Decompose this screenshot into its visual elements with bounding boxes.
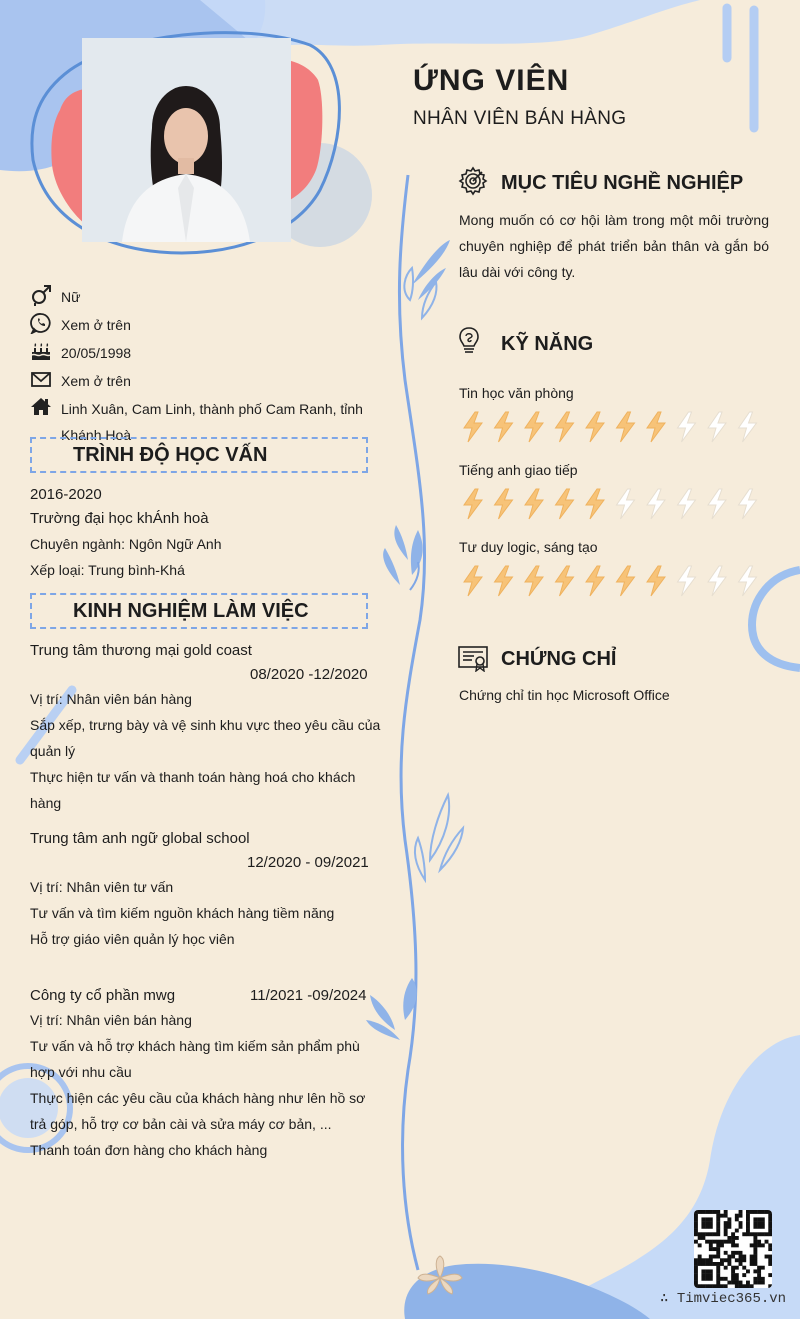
email-value: Xem ở trên [61, 373, 131, 389]
skill-bolt-filled [495, 489, 513, 519]
skill-bolt-filled [495, 566, 513, 596]
candidate-position: NHÂN VIÊN BÁN HÀNG [413, 108, 627, 129]
education-period: 2016-2020 [30, 486, 102, 503]
skill-name: Tin học văn phòng [459, 385, 574, 401]
job-period: 12/2020 - 09/2021 [247, 854, 369, 871]
job-line: Tư vấn và tìm kiếm nguồn khách hàng tiềm năng [30, 905, 335, 921]
lightbulb-icon [458, 326, 480, 356]
skill-bolt-empty [739, 412, 757, 442]
gender-icon [30, 284, 52, 306]
education-heading: TRÌNH ĐỘ HỌC VẤN [30, 437, 368, 473]
job-line: Tư vấn và hỗ trợ khách hàng tìm kiếm sản phẩm phù [30, 1038, 360, 1054]
skill-bolt-filled [525, 412, 543, 442]
job-line: hợp với nhu cầu [30, 1064, 132, 1080]
job-line: Hỗ trợ giáo viên quản lý học viên [30, 931, 235, 947]
skill-rating [459, 488, 769, 520]
skill-bolt-empty [678, 566, 696, 596]
qr-code [694, 1210, 772, 1288]
skill-bolt-filled [617, 412, 635, 442]
skill-bolt-empty [617, 489, 635, 519]
job-period: 11/2021 -09/2024 [250, 987, 367, 1004]
envelope-icon [30, 368, 52, 390]
cake-icon [30, 340, 52, 362]
job-line: Vị trí: Nhân viên bán hàng [30, 691, 192, 707]
job-line: Vị trí: Nhân viên tư vấn [30, 879, 174, 895]
target-gear-icon [458, 166, 488, 196]
skill-name: Tư duy logic, sáng tạo [459, 539, 598, 555]
skill-bolt-filled [586, 489, 604, 519]
skill-bolt-empty [739, 489, 757, 519]
address-value: Linh Xuân, Cam Linh, thành phố Cam Ranh, tỉnh Khánh Hoà [61, 401, 363, 443]
skill-bolt-filled [495, 412, 513, 442]
objective-heading: MỤC TIÊU NGHỀ NGHIỆP [501, 172, 744, 194]
skill-bolt-filled [525, 489, 543, 519]
job-company: Trung tâm thương mại gold coast [30, 642, 252, 659]
skill-name: Tiếng anh giao tiếp [459, 462, 578, 478]
education-school: Trường đại học khÁnh hoà [30, 510, 209, 527]
skill-rating [459, 411, 769, 443]
job-line: Thanh toán đơn hàng cho khách hàng [30, 1142, 268, 1158]
certificate-icon [458, 646, 490, 672]
job-line: Vị trí: Nhân viên bán hàng [30, 1012, 192, 1028]
skill-bolt-filled [525, 566, 543, 596]
skill-bolt-filled [556, 489, 574, 519]
skill-bolt-filled [647, 566, 665, 596]
skill-bolt-filled [464, 566, 482, 596]
certificates-heading: CHỨNG CHỈ [501, 648, 617, 670]
candidate-photo [82, 38, 291, 242]
phone-value: Xem ở trên [61, 317, 131, 333]
skill-bolt-empty [647, 489, 665, 519]
skill-rating [459, 565, 769, 597]
job-line: Sắp xếp, trưng bày và vệ sinh khu vực theo yêu cầu của [30, 717, 381, 733]
skill-bolt-filled [464, 489, 482, 519]
skill-bolt-filled [556, 412, 574, 442]
house-icon [30, 396, 52, 418]
job-line: Thực hiện các yêu cầu của khách hàng như lên hồ sơ [30, 1090, 366, 1106]
candidate-name: ỨNG VIÊN [413, 64, 570, 97]
whatsapp-icon [30, 312, 52, 334]
skill-bolt-filled [556, 566, 574, 596]
birthday-value: 20/05/1998 [61, 345, 132, 361]
gender-value: Nữ [61, 289, 81, 305]
skill-bolt-empty [708, 566, 726, 596]
skill-bolt-empty [708, 412, 726, 442]
skill-bolt-filled [617, 566, 635, 596]
job-line: hàng [30, 795, 62, 811]
job-line: Thực hiện tư vấn và thanh toán hàng hoá cho khách [30, 769, 356, 785]
education-major: Chuyên ngành: Ngôn Ngữ Anh [30, 536, 222, 552]
skill-bolt-empty [739, 566, 757, 596]
job-line: quản lý [30, 743, 76, 759]
brand-label: ∴ Timviec365.vn [660, 1291, 787, 1307]
skill-bolt-empty [678, 489, 696, 519]
job-company: Trung tâm anh ngữ global school [30, 830, 250, 847]
experience-heading: KINH NGHIỆM LÀM VIỆC [30, 593, 368, 629]
skill-bolt-empty [678, 412, 696, 442]
objective-text: Mong muốn có cơ hội làm trong một môi trường chuyên nghiệp để phát triển bản thân và gắn bó lâu dài với công ty. [459, 212, 769, 280]
certificate-item: Chứng chỉ tin học Microsoft Office [459, 687, 670, 703]
skills-heading: KỸ NĂNG [501, 333, 594, 355]
skill-bolt-filled [586, 566, 604, 596]
job-company: Công ty cổ phần mwg [30, 987, 176, 1004]
skill-bolt-filled [464, 412, 482, 442]
education-rank: Xếp loại: Trung bình-Khá [30, 562, 185, 578]
skill-bolt-empty [708, 489, 726, 519]
skill-bolt-filled [647, 412, 665, 442]
job-period: 08/2020 -12/2020 [250, 666, 368, 683]
skill-bolt-filled [586, 412, 604, 442]
job-line: trả góp, hỗ trợ cơ bản cài và sửa máy cơ bản, ... [30, 1116, 332, 1132]
